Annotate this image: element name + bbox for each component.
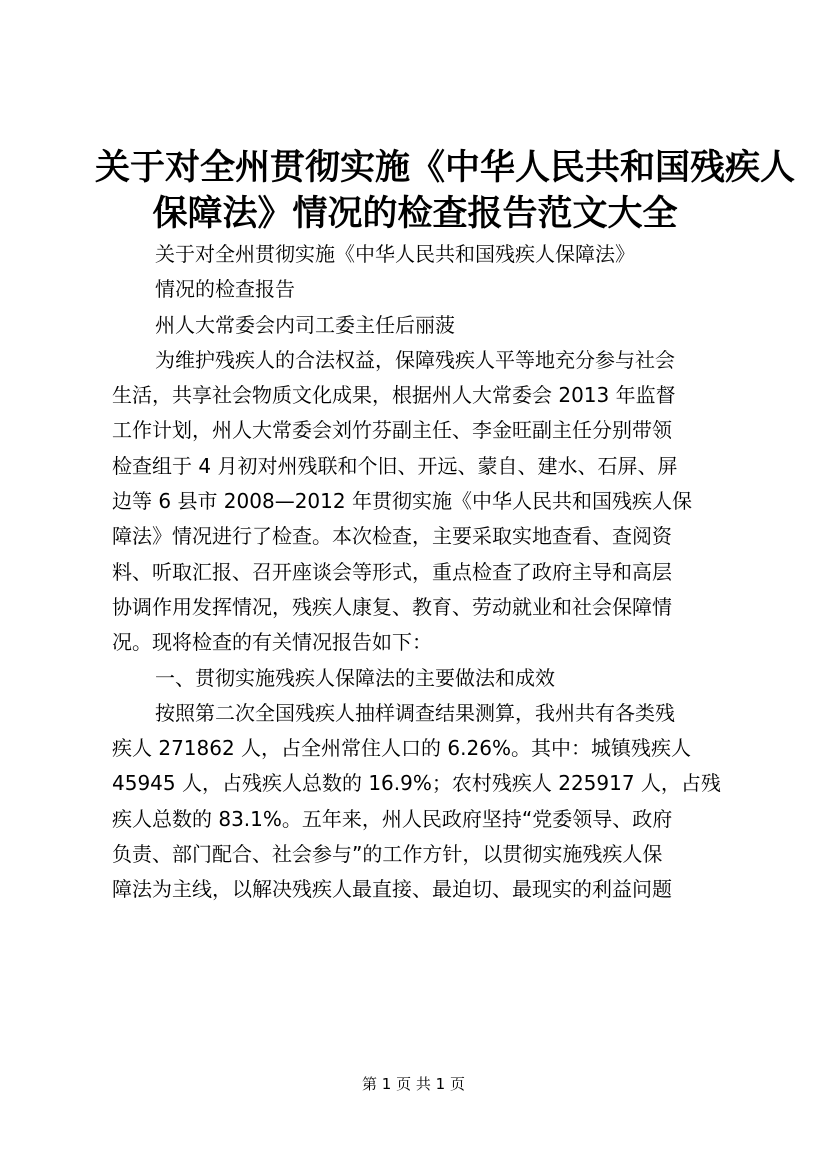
body-line: 障法为主线，以解决残疾人最直接、最迫切、最现实的利益问题 [112, 877, 672, 902]
body-line: 料、听取汇报、召开座谈会等形式，重点检查了政府主导和高层 [112, 559, 672, 584]
body-line: 生活，共享社会物质文化成果，根据州人大常委会 2013 年监督 [112, 383, 676, 408]
document-title-line-1: 关于对全州贯彻实施《中华人民共和国残疾人 [95, 147, 796, 188]
body-line: 工作计划，州人大常委会刘竹芬副主任、李金旺副主任分别带领 [112, 418, 672, 443]
page-footer: 第 1 页 共 1 页 [362, 1075, 465, 1093]
body-line: 按照第二次全国残疾人抽样调查结果测算，我州共有各类残 [155, 700, 675, 725]
body-line: 障法》情况进行了检查。本次检查，主要采取实地查看、查阅资 [112, 524, 672, 549]
body-line: 情况的检查报告 [155, 277, 295, 302]
section-heading: 一、贯彻实施残疾人保障法的主要做法和成效 [155, 665, 555, 690]
body-line: 关于对全州贯彻实施《中华人民共和国残疾人保障法》 [155, 242, 635, 266]
body-line: 疾人总数的 83.1%。五年来，州人民政府坚持“党委领导、政府 [112, 806, 673, 831]
body-line: 州人大常委会内司工委主任后丽菠 [155, 312, 455, 337]
document-body [112, 237, 724, 908]
body-line: 协调作用发挥情况，残疾人康复、教育、劳动就业和社会保障情 [112, 594, 672, 619]
body-line: 检查组于 4 月初对州残联和个旧、开远、蒙自、建水、石屏、屏 [112, 453, 678, 478]
body-line: 疾人 271862 人，占全州常住人口的 6.26%。其中：城镇残疾人 [112, 736, 691, 761]
document-title-line-2: 保障法》情况的检查报告范文大全 [152, 193, 678, 234]
body-line: 为维护残疾人的合法权益，保障残疾人平等地充分参与社会 [155, 347, 675, 372]
body-line: 况。现将检查的有关情况报告如下： [112, 630, 432, 655]
body-line: 45945 人，占残疾人总数的 16.9%；农村残疾人 225917 人，占残 [112, 771, 721, 796]
body-line: 负责、部门配合、社会参与”的工作方针，以贯彻实施残疾人保 [112, 842, 663, 867]
body-line: 边等 6 县市 2008—2012 年贯彻实施《中华人民共和国残疾人保 [112, 489, 692, 514]
